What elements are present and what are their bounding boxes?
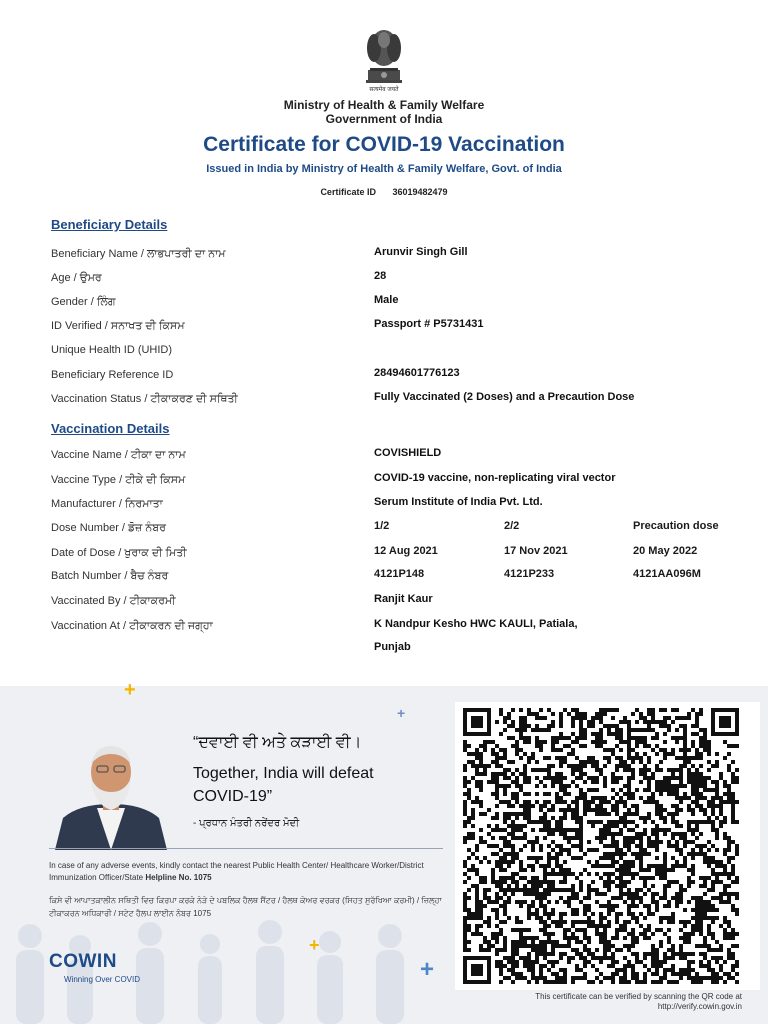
beneficiary-section-title: Beneficiary Details [51,217,168,232]
field-value: Fully Vaccinated (2 Doses) and a Precaution Dose [374,391,635,403]
government-name: Government of India [325,112,443,126]
uhid-row [51,344,741,364]
ministry-name: Ministry of Health & Family Welfare [283,98,485,112]
vaccinated-by-row [51,595,741,615]
id-verified-row [51,320,741,340]
footer-panel [0,679,768,1024]
plus-decoration-icon: + [124,679,136,701]
emblem-motto: सत्यमेव जयते [369,87,399,93]
field-value: 28 [374,270,387,282]
field-value: Male [374,294,399,306]
helpline-text: In case of any adverse events, kindly contact the nearest Public Health Center/ Healthcare Worker/District Immunization Officer/State [49,861,424,882]
qr-verification-note [440,992,742,1012]
field-value-line2: Punjab [374,641,411,653]
certificate-id-value: 36019482479 [392,187,448,197]
field-label: Vaccination At / ਟੀਕਾਕਰਨ ਦੀ ਜਗ੍ਹਾ [51,620,213,632]
field-label: Batch Number / ਬੈਚ ਨੰਬਰ [51,570,169,582]
field-value: Serum Institute of India Pvt. Ltd. [374,496,543,508]
quote-punjabi: “ਦਵਾਈ ਵੀ ਅਤੇ ਕੜਾਈ ਵੀ। [193,734,362,751]
national-emblem-icon [360,26,408,94]
field-label: Vaccinated By / ਟੀਕਾਕਰਮੀ [51,595,176,607]
dose-3-date: 20 May 2022 [633,545,698,557]
field-value: 28494601776123 [374,367,460,379]
beneficiary-name-row [51,248,741,268]
qr-modules [463,708,739,984]
field-label: Beneficiary Reference ID [51,369,174,381]
cowin-tagline: Winning Over COVID [64,975,141,984]
vaccination-status-row [51,393,741,413]
field-label: Vaccine Type / ਟੀਕੇ ਦੀ ਕਿਸਮ [51,474,186,486]
field-value: Ranjit Kaur [374,593,433,605]
vaccination-section-title: Vaccination Details [51,421,170,436]
field-label: Manufacturer / ਨਿਰਮਾਤਾ [51,498,163,510]
page-subtitle: Issued in India by Ministry of Health & Family Welfare, Govt. of India [206,163,562,175]
vaccine-name-row [51,449,741,469]
dose-2-date: 17 Nov 2021 [504,545,568,557]
field-label: Date of Dose / ਖੁਰਾਕ ਦੀ ਮਿਤੀ [51,547,187,559]
qr-code-icon [455,702,760,990]
field-label: Gender / ਲਿੰਗ [51,296,116,308]
quote-english: Together, India will defeat COVID-19” [193,765,374,805]
dose-1-date: 12 Aug 2021 [374,545,438,557]
field-value: COVISHIELD [374,447,442,459]
dose-1-number: 1/2 [374,520,390,532]
gender-row [51,296,741,316]
field-value: COVID-19 vaccine, non-replicating viral vector [374,472,616,484]
plus-decoration-icon: + [420,956,435,983]
portrait-photo [49,738,173,850]
field-label: Vaccination Status / ਟੀਕਾਕਰਣ ਦੀ ਸਥਿਤੀ [51,393,238,405]
date-of-dose-row [51,547,741,567]
certificate-id-label: Certificate ID [320,187,376,197]
dose-2-number: 2/2 [504,520,520,532]
plus-decoration-icon: + [309,935,320,955]
dose-number-row [51,522,741,542]
ministry-heading [0,98,768,126]
qr-note-line1: This certificate can be verified by scanning the QR code at [535,992,742,1001]
manufacturer-row [51,498,741,518]
dose-3-batch: 4121AA096M [633,568,701,580]
dose-1-batch: 4121P148 [374,568,425,580]
vaccine-type-row [51,474,741,494]
field-label: Vaccine Name / ਟੀਕਾ ਦਾ ਨਾਮ [51,449,186,461]
field-label: Dose Number / ਡੋਜ਼ ਨੰਬਰ [51,522,166,534]
page-title: Certificate for COVID-19 Vaccination [203,133,565,156]
field-label: Age / ਉਮਰ [51,272,102,284]
dose-2-batch: 4121P233 [504,568,555,580]
reference-id-row [51,369,741,389]
vaccinated-at-row [51,620,741,660]
plus-decoration-icon: + [397,705,406,721]
dose-3-number: Precaution dose [633,520,719,532]
field-value: K Nandpur Kesho HWC KAULI, Patiala, [374,618,578,630]
field-label: Unique Health ID (UHID) [51,344,173,356]
divider [49,848,443,849]
field-value: Arunvir Singh Gill [374,246,468,258]
age-row [51,272,741,292]
field-value: Passport # P5731431 [374,318,484,330]
helpline-text-punjabi: ਕਿਸੇ ਵੀ ਆਪਾਤਕਾਲੀਨ ਸਥਿਤੀ ਵਿਚ ਕਿਰਪਾ ਕਰਕੇ ਨੇੜੇ ਦੇ ਪਬਲਿਕ ਹੈਲਥ ਸੈਂਟਰ / ਹੈਲਥ ਕੇਅਰ ਵਰਕਰ (ਸਿਹਤ ਸੁਰੱਖਿਆ ਕਰਮੀ) / ਜ਼ਿਲ੍ਹਾ ਟੀਕਾਕਰਨ ਅਧਿਕਾਰੀ / ਸਟੇਟ ਹੈਲਪ ਲਾਈਨ ਨੰਬਰ 1075 [49,896,442,918]
verification-qr-code [455,702,760,990]
field-label: Beneficiary Name / ਲਾਭਪਾਤਰੀ ਦਾ ਨਾਮ [51,248,226,260]
cowin-logo: COWIN [49,951,117,972]
quote-signature: - ਪ੍ਰਧਾਨ ਮੰਤਰੀ ਨਰੇਂਦਰ ਮੋਦੀ [193,818,300,829]
field-label: ID Verified / ਸਨਾਖਤ ਦੀ ਕਿਸਮ [51,320,185,332]
batch-number-row [51,570,741,590]
helpline-number: Helpline No. 1075 [145,873,212,882]
helpline-text-english [49,860,449,884]
certificate-id [0,187,768,197]
qr-note-url: http://verify.cowin.gov.in [657,1002,742,1011]
